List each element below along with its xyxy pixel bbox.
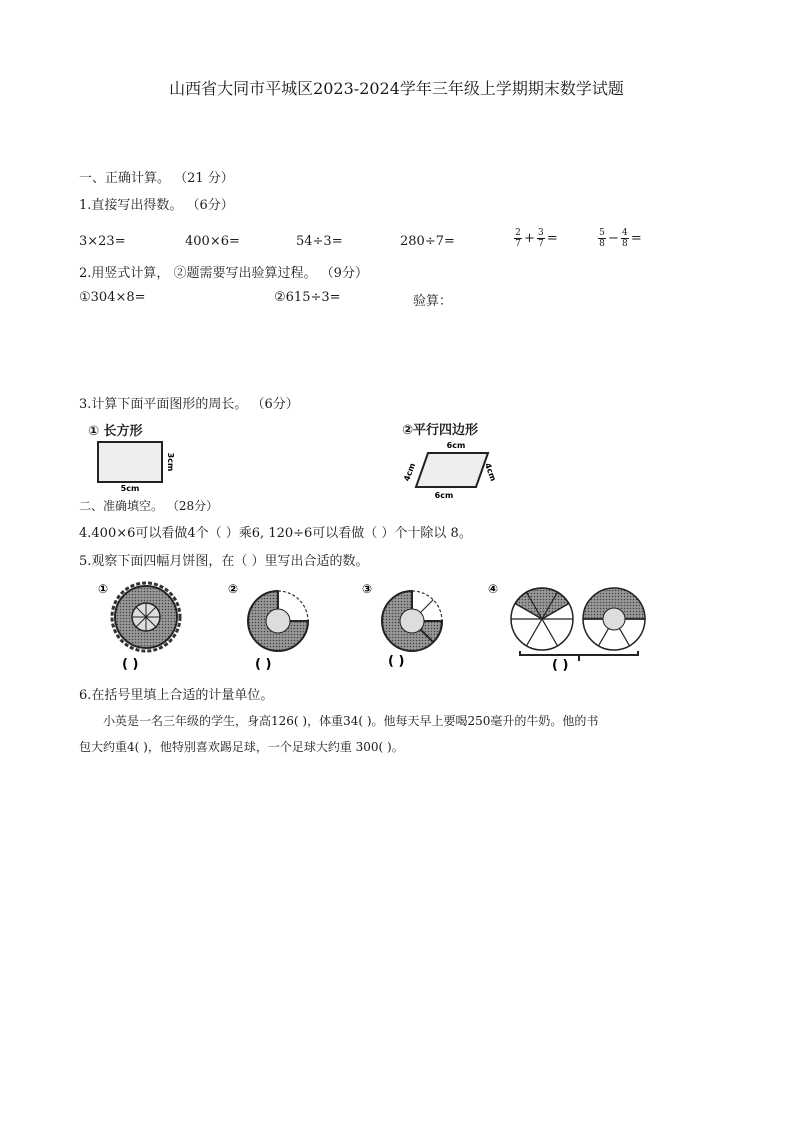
parallelogram-figure: [400, 437, 500, 501]
para-right-label: 4cm: [482, 461, 498, 483]
numerator: 5: [599, 228, 605, 238]
q3-label: 3.计算下面平面图形的周长。 （6分）: [79, 397, 299, 412]
numerator: 4: [622, 228, 628, 238]
mooncake-figures: [90, 575, 710, 675]
q1-fraction-expr-a: [514, 228, 558, 249]
q2-item-a: ①304×8=: [79, 290, 146, 305]
page-title: 山西省大同市平城区2023-2024学年三年级上学期期末数学试题: [169, 79, 624, 98]
equals: =: [546, 231, 558, 246]
denominator: 8: [599, 239, 605, 249]
para-left-label: 4cm: [402, 461, 418, 483]
q6-label: 6.在括号里填上合适的计量单位。: [79, 688, 274, 703]
mooncake-five-eighths: [382, 591, 442, 651]
q1-item: 400×6=: [185, 234, 240, 249]
denominator: 7: [538, 239, 544, 249]
answer-blank: ( ): [552, 658, 569, 673]
q1-item: 54÷3=: [296, 234, 343, 249]
answer-blank: ( ): [122, 657, 139, 672]
mooncake-number: ④: [488, 582, 499, 596]
para-top-label: 6cm: [446, 441, 466, 450]
operator: −: [608, 231, 619, 246]
q6-line2: 包大约重4( )，他特别喜欢踢足球，一个足球大约重 300( )。: [79, 740, 404, 754]
mooncake-number: ③: [362, 582, 373, 596]
fraction: [537, 228, 545, 249]
mooncake-number: ②: [228, 582, 239, 596]
q2-check: 验算：: [413, 294, 453, 309]
rect-width-label: 5cm: [120, 484, 140, 492]
q6-line1: 小英是一名三年级的学生，身高126( )，体重34( )。他每天早上要喝250毫升的牛奶。他的书: [103, 714, 599, 728]
operator: +: [524, 231, 535, 246]
denominator: 7: [515, 239, 521, 249]
equals: =: [630, 231, 642, 246]
mooncake-pair: [511, 588, 573, 650]
para-title: ②平行四边形: [402, 423, 479, 438]
rect-height-label: 3cm: [166, 452, 175, 472]
mooncake-whole: [112, 583, 180, 651]
numerator: 3: [538, 228, 544, 238]
rectangle-figure: [92, 440, 182, 492]
q4-text: 4.400×6可以看做4个（ ）乘6, 120÷6可以看做（ ）个十除以 8。: [79, 526, 472, 541]
para-bottom-label: 6cm: [434, 491, 454, 500]
section1-heading: 一、正确计算。 （21 分）: [79, 171, 234, 186]
fraction: [514, 228, 522, 249]
answer-blank: ( ): [388, 654, 405, 669]
q5-label: 5.观察下面四幅月饼图，在（ ）里写出合适的数。: [79, 554, 369, 569]
q2-label: 2.用竖式计算， ②题需要写出验算过程。 （9分）: [79, 266, 368, 281]
denominator: 8: [622, 239, 628, 249]
fraction: [621, 228, 629, 249]
q1-label: 1.直接写出得数。 （6分）: [79, 198, 234, 213]
mooncake-number: ①: [98, 582, 109, 596]
fraction: [598, 228, 606, 249]
q1-item: 280÷7=: [400, 234, 455, 249]
numerator: 2: [515, 228, 521, 238]
q2-item-b: ②615÷3=: [274, 290, 341, 305]
q1-fraction-expr-b: [598, 228, 642, 249]
answer-blank: ( ): [255, 657, 272, 672]
rect-title: ① 长方形: [88, 424, 143, 439]
q1-item: 3×23=: [79, 234, 126, 249]
mooncake-three-quarters: [248, 591, 308, 651]
section2-heading: 二、准确填空。 （28分）: [79, 499, 219, 513]
